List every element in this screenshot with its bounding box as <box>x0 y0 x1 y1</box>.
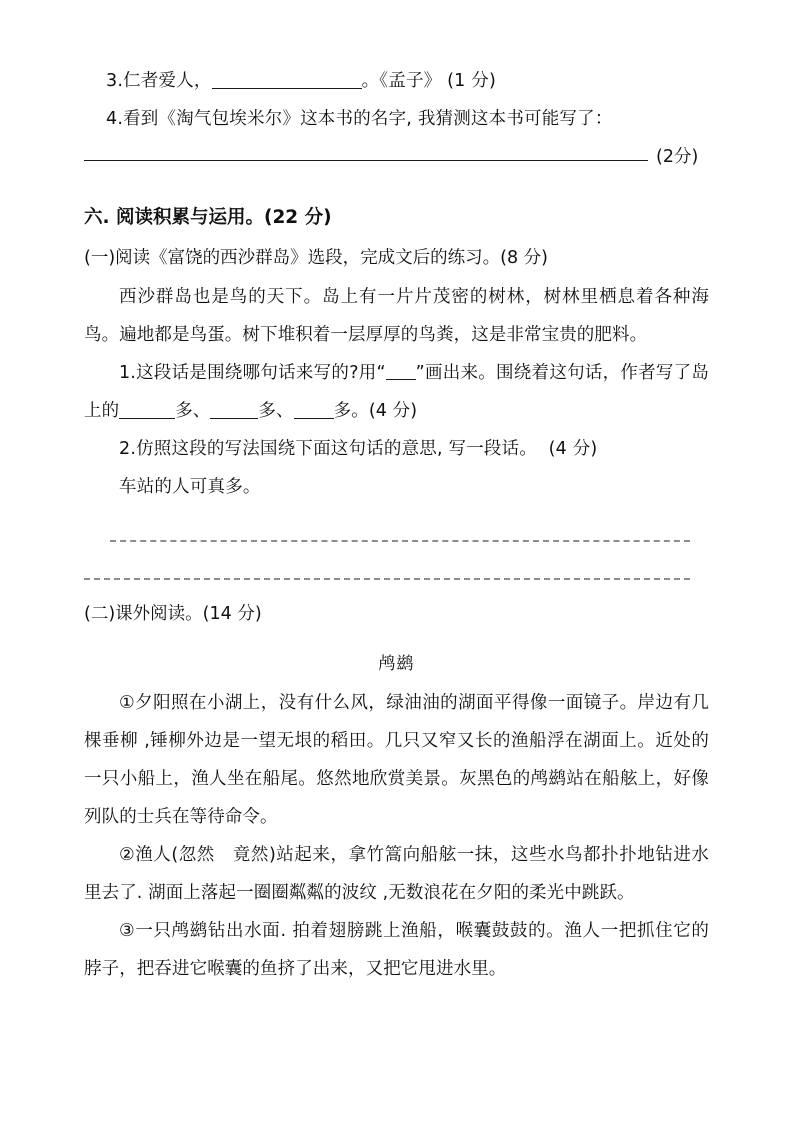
question-4-answer-rule[interactable] <box>84 160 648 161</box>
part-one-question-1-blank-3[interactable] <box>294 404 334 419</box>
part-one-question-1-blank-2[interactable] <box>210 404 258 419</box>
spacer <box>84 178 709 184</box>
question-4-number: 4. <box>106 109 124 129</box>
part-two-label-row <box>84 594 709 634</box>
part-one-question-2-number: 2. <box>119 439 137 459</box>
question-3-text-before: 仁者爱人， <box>123 71 212 91</box>
part-one-question-1-points: (4 分) <box>368 401 418 421</box>
part-one-passage: 西沙群岛也是鸟的天下。岛上有一片片茂密的树林，树林里栖息着各种海鸟。遍地都是鸟蛋。树下堆积着一层厚厚的鸟粪，这是非常宝贵的肥料。 <box>84 287 709 345</box>
reading-title: 鸬鹚 <box>378 654 415 674</box>
section-heading-points: (22 分) <box>263 207 332 228</box>
part-two-label: (二)课外阅读。 <box>84 604 203 624</box>
question-3 <box>84 62 709 100</box>
part-one-question-1-text-c: 多、 <box>175 401 211 421</box>
part-one-question-1-text-b: ”画出来。围绕着这句话，作者写了岛上的 <box>84 363 710 421</box>
section-heading-label: 六. 阅读积累与运用。 <box>84 207 264 228</box>
part-one-question-2-points: (4 分) <box>548 439 598 459</box>
question-4 <box>84 100 709 138</box>
part-one-question-1 <box>84 354 709 430</box>
section-heading <box>84 198 709 238</box>
part-one-label-row <box>84 238 709 278</box>
question-3-text-after: 。《孟子》 <box>361 71 442 91</box>
part-one-question-2-text: 仿照这段的写法国绕下面这句话的意思, 写一段话。 <box>136 439 538 459</box>
page-content <box>84 62 709 988</box>
part-one-points: (8 分) <box>500 248 549 268</box>
reading-paragraph-1: ①夕阳照在小湖上，没有什么风，绿油油的湖面平得像一面镜子。岸边有几棵垂柳 ,锤柳外边是一望无垠的稻田。几只又窄又长的渔船浮在湖面上。近处的一只小船上，渔人坐在船尾。悠然地欣赏美景。灰黑色的鸬鹚站在船舷上，好像列队的士兵在等待命令。 <box>84 693 709 827</box>
part-one-label: (一)阅读《富饶的西沙群岛》选段，完成文后的练习。 <box>84 248 501 268</box>
question-3-points: (1 分) <box>447 71 496 91</box>
part-one-question-1-text-a: 这段话是围绕哪句话来写的?用“ <box>135 363 386 383</box>
part-one-question-1-blank-1[interactable] <box>119 404 175 419</box>
part-one-question-1-text-e: 多。 <box>333 401 369 421</box>
reading-paragraph-2: ②渔人(忽然 竟然)站起来，拿竹篙向船舷一抹，这些水鸟都扑扑地钻进水里去了. 湖面上落起一圈圈粼粼的波纹 ,无数浪花在夕阳的柔光中跳跃。 <box>84 845 709 903</box>
part-one-question-1-number: 1. <box>119 363 136 383</box>
part-one-question-1-inline-blank[interactable] <box>386 365 416 380</box>
part-two-points: (14 分) <box>202 604 262 624</box>
spacer <box>84 580 709 594</box>
question-4-points: (2分) <box>656 147 699 167</box>
part-one-question-2-prompt: 车站的人可真多。 <box>119 477 261 497</box>
answer-dash-line-1[interactable] <box>110 540 690 542</box>
part-one-question-2 <box>84 430 709 468</box>
question-4-text: 看到《淘气包埃米尔》这本书的名字, 我猜测这本书可能写了： <box>123 109 613 129</box>
part-one-question-1-text-d: 多、 <box>258 401 294 421</box>
question-4-answer-row <box>84 138 709 178</box>
question-3-number: 3. <box>106 71 124 91</box>
reading-paragraph-3: ③一只鸬鹚钻出水面. 拍着翅膀跳上渔船，喉囊鼓鼓的。渔人一把抓住它的脖子，把吞进它喉囊的鱼挤了出来，又把它甩进水里。 <box>84 921 709 979</box>
question-3-answer-blank[interactable] <box>212 74 362 89</box>
